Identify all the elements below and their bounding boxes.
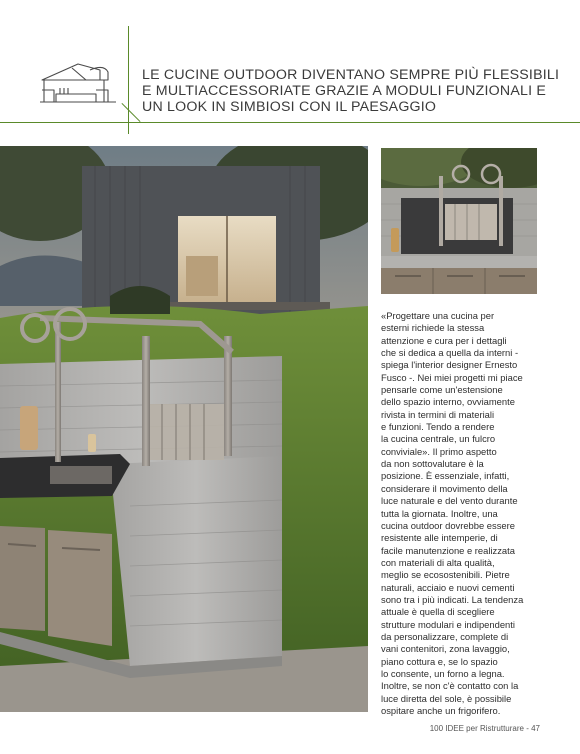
body-line: resistente alle intemperie, di [381,532,498,544]
outdoor-kitchen-icon [38,58,118,114]
body-line: piano cottura e, se lo spazio [381,655,498,667]
vertical-rule [128,26,129,134]
body-line: rivista in termini di materiali [381,408,495,420]
main-photo-illustration [0,146,368,712]
body-line: vani contenitori, zona lavaggio, [381,643,510,655]
detail-photo [381,148,537,294]
body-line: luce naturale e del vento durante [381,495,518,507]
body-line: conviviale». Il primo aspetto [381,445,497,457]
headline-line: UN LOOK IN SIMBIOSI CON IL PAESAGGIO [142,99,437,115]
headline [142,67,572,115]
diagonal-rule [121,103,140,122]
body-line: considerare il movimento della [381,482,508,494]
main-photo [0,146,368,712]
body-line: lo consente, un forno a legna. [381,667,505,679]
body-line: da personalizzare, complete di [381,630,509,642]
body-line: sono tra i più indicati. La tendenza [381,593,524,605]
page-folio: 100 IDEE per Ristrutturare - 47 [429,724,540,733]
body-line: tutta la giornata. Inoltre, una [381,507,498,519]
headline-line: E MULTIACCESSORIATE GRAZIE A MODULI FUNZIONALI E [142,83,547,99]
body-line: naturali, acciaio e nuovi cementi [381,581,515,593]
body-text [381,310,556,717]
body-line: «Progettare una cucina per [381,310,495,321]
body-line: dello spazio interno, ovviamente [381,396,515,408]
body-line: e funzioni. Tendo a rendere [381,421,495,433]
body-line: che si dedica a quella da interni - [381,347,519,359]
body-line: esterni richiede la stessa [381,322,485,334]
body-line: meglio se ecosostenibili. Pietre [381,569,510,581]
body-line: strutture modulari e indipendenti [381,618,515,630]
headline-line: LE CUCINE OUTDOOR DIVENTANO SEMPRE PIÙ FLESSIBILI [142,67,560,83]
body-line: posizione. È essenziale, infatti, [381,470,510,482]
body-line: la cucina centrale, un fulcro [381,433,496,445]
body-line: pensarle come un'estensione [381,384,503,396]
body-line: spiega l'interior designer Ernesto [381,359,518,371]
body-line: luce diretta del sole, è possibile [381,692,512,704]
body-line: cucina outdoor dovrebbe essere [381,519,515,531]
body-line: facile manutenzione e realizzata [381,544,515,556]
body-line: Fusco -. Nei miei progetti mi piace [381,371,523,383]
body-line: Inoltre, se non c'è contatto con la [381,680,519,692]
body-line: attuale è quella di scegliere [381,606,495,618]
body-line: da non sottovalutare è la [381,458,484,470]
body-line: con materiali di alta qualità, [381,556,495,568]
detail-photo-illustration [381,148,537,294]
horizontal-rule [0,122,580,123]
body-line: ospitare anche un frigorifero. [381,705,501,716]
body-line: attenzione e cura per i dettagli [381,334,507,346]
